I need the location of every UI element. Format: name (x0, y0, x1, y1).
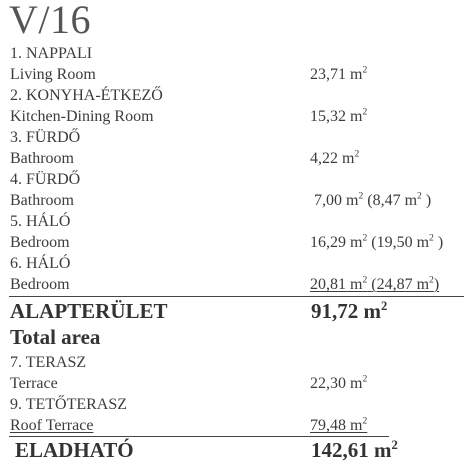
room-label: Roof Terrace (10, 417, 94, 434)
room-label: Bedroom (10, 234, 70, 251)
sellable-value: 142,61 $m^2$ (311, 438, 398, 462)
divider (9, 296, 464, 297)
total-area-label: ALAPTERÜLET (10, 299, 168, 323)
room-label: Bedroom (10, 276, 70, 293)
room-area: 22,30 $m^2$ (310, 373, 368, 392)
room-area: 79,48 $m^2$ (310, 415, 368, 434)
room-area: 16,29 $m^2$ (19,50 $m^2$ ) (310, 232, 444, 251)
room-area: 20,81 $m^2$ (24,87 $m^2$) (310, 274, 440, 293)
room-label: Bathroom (10, 192, 74, 209)
room-area: 23,71 $m^2$ (310, 64, 368, 83)
room-label: Bathroom (10, 150, 74, 167)
room-label: Terrace (10, 375, 58, 392)
unit-title: V/16 (9, 0, 91, 42)
room-area: 15,32 $m^2$ (310, 106, 368, 125)
total-area-value: 91,72 $m^2$ (311, 299, 388, 323)
room-area: 4,22 $m^2$ (310, 148, 360, 167)
room-label: Kitchen-Dining Room (10, 108, 154, 125)
sellable-label: ELADHATÓ (15, 438, 134, 462)
room-label: Living Room (10, 66, 96, 83)
room-area: 7,00 $m^2$ (8,47 $m^2$ ) (314, 190, 432, 209)
